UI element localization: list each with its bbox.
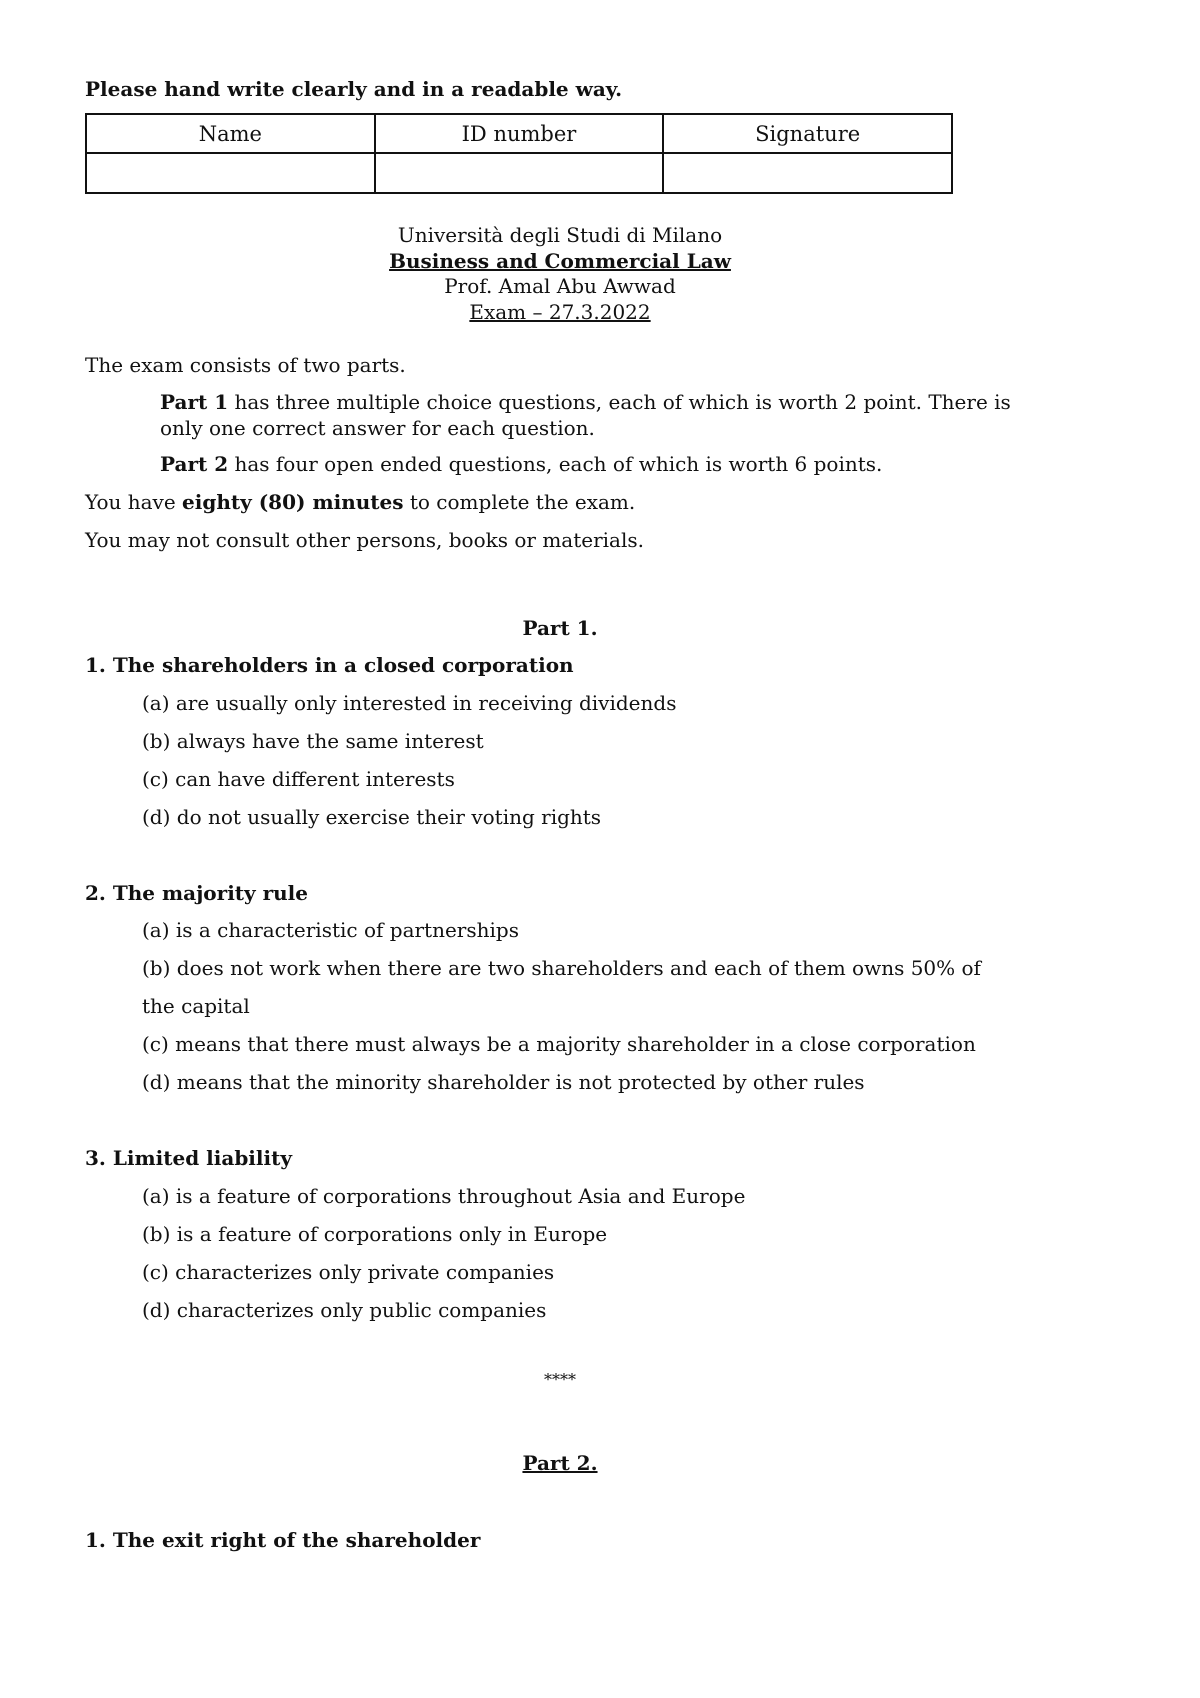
part2-question-1-title: 1. The exit right of the shareholder [85,1528,481,1552]
question-1-option-d: (d) do not usually exercise their voting rights [142,805,602,829]
part1-title: Part 1. [522,616,598,640]
part2-text: has four open ended questions, each of which is worth 6 points. [228,452,883,476]
part1-label: Part 1 [160,390,229,414]
id-number-header: ID number [375,114,664,153]
part2-label: Part 2 [160,452,229,476]
question-2-option-c: (c) means that there must always be a majority shareholder in a close corporation [142,1032,976,1056]
signature-header: Signature [663,114,952,153]
question-3-option-d: (d) characterizes only public companies [142,1298,547,1322]
question-2-option-b-continued: the capital [142,994,250,1018]
university-name: Università degli Studi di Milano [397,223,723,247]
part1-description [160,389,1020,441]
question-1-option-c: (c) can have different interests [142,767,455,791]
time-duration: eighty (80) minutes [182,490,404,514]
part1-text: has three multiple choice questions, each of which is worth 2 point. There is only one correct answer for each question. [160,390,1011,440]
exam-rules: You may not consult other persons, books or materials. [85,528,644,552]
question-2-option-a: (a) is a characteristic of partnerships [142,918,519,942]
section-separator: **** [544,1370,576,1389]
question-2-option-b: (b) does not work when there are two shareholders and each of them owns 50% of [142,956,981,980]
time-limit: You have eighty (80) minutes to complete the exam. [85,490,636,514]
part2-description [160,451,882,477]
exam-overview: The exam consists of two parts. [85,353,406,377]
question-2-option-d: (d) means that the minority shareholder is not protected by other rules [142,1070,865,1094]
exam-date: Exam – 27.3.2022 [469,300,651,324]
question-1-title: 1. The shareholders in a closed corporation [85,653,574,677]
question-3-option-a: (a) is a feature of corporations throughout Asia and Europe [142,1184,746,1208]
signature-cell[interactable] [663,153,952,193]
handwriting-instruction: Please hand write clearly and in a readable way. [85,77,623,101]
question-2-title: 2. The majority rule [85,881,309,905]
question-3-title: 3. Limited liability [85,1146,292,1170]
id-number-cell[interactable] [375,153,664,193]
question-3-option-c: (c) characterizes only private companies [142,1260,555,1284]
part2-title: Part 2. [522,1451,598,1475]
question-3-option-b: (b) is a feature of corporations only in Europe [142,1222,608,1246]
professor-name: Prof. Amal Abu Awwad [444,274,676,298]
name-header: Name [86,114,375,153]
question-1-option-b: (b) always have the same interest [142,729,484,753]
course-title: Business and Commercial Law [389,249,731,273]
student-info-table [85,113,953,194]
question-1-option-a: (a) are usually only interested in receiving dividends [142,691,677,715]
name-cell[interactable] [86,153,375,193]
